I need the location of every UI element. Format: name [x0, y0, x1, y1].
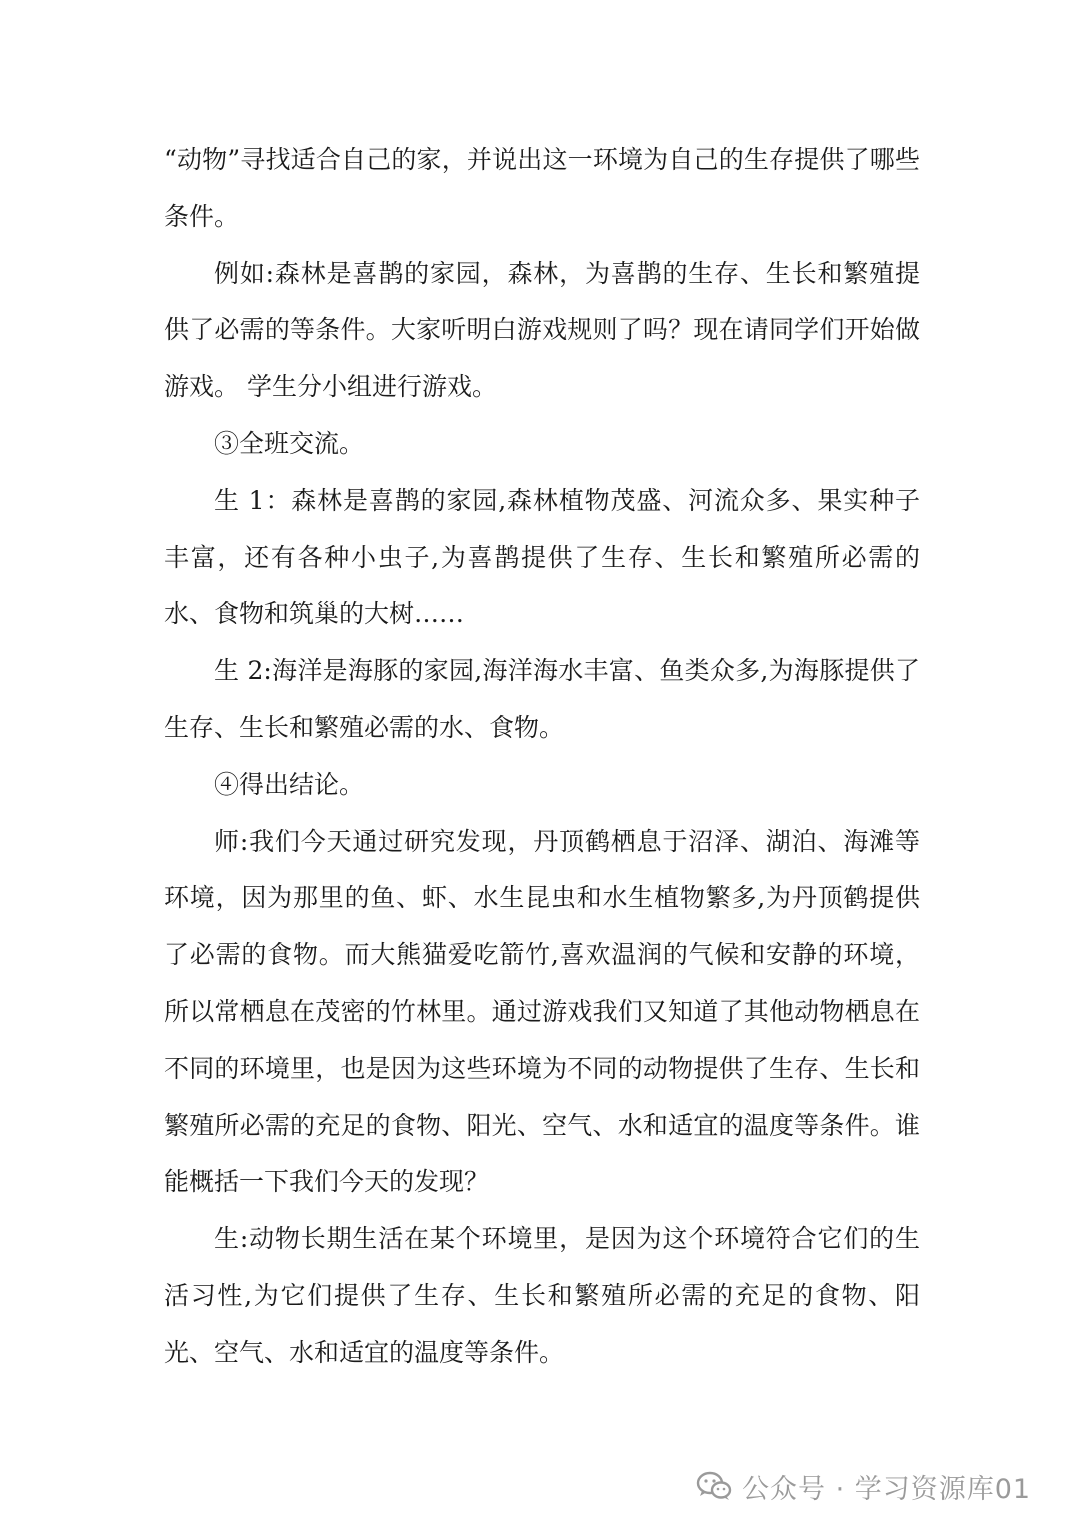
- watermark: [696, 1462, 1031, 1510]
- paragraph-3: ③全班交流。: [214, 428, 365, 458]
- paragraph-4: 生 1：森林是喜鹊的家园,森林植物茂盛、河流众多、果实种子丰富，还有各种小虫子,为喜鹊提供了生存、生长和繁殖所必需的水、食物和筑巢的大树……: [164, 485, 920, 629]
- paragraph-6: ④得出结论。: [214, 769, 365, 799]
- paragraph-2: 例如:森林是喜鹊的家园，森林，为喜鹊的生存、生长和繁殖提供了必需的等条件。大家听明白游戏规则了吗？现在请同学们开始做游戏。 学生分小组进行游戏。: [164, 258, 920, 402]
- wechat-icon: [696, 1471, 732, 1501]
- watermark-text: 公众号 · 学习资源库01: [742, 1473, 1032, 1505]
- paragraph-1: “动物”寻找适合自己的家，并说出这一环境为自己的生存提供了哪些条件。: [164, 145, 920, 231]
- document-body: [164, 132, 920, 1382]
- paragraph-5: 生 2:海洋是海豚的家园,海洋海水丰富、鱼类众多,为海豚提供了生存、生长和繁殖必需的水、食物。: [164, 656, 920, 742]
- paragraph-7: 师:我们今天通过研究发现，丹顶鹤栖息于沼泽、湖泊、海滩等环境，因为那里的鱼、虾、水生昆虫和水生植物繁多,为丹顶鹤提供了必需的食物。而大熊猫爱吃箭竹,喜欢温润的气候和安静的环境，所以常栖息在茂密的竹林里。通过游戏我们又知道了其他动物栖息在不同的环境里，也是因为这些环境为不同的动物提供了生存、生长和繁殖所必需的充足的食物、阳光、空气、水和适宜的温度等条件。谁能概括一下我们今天的发现？: [164, 826, 920, 1197]
- paragraph-8: 生:动物长期生活在某个环境里，是因为这个环境符合它们的生活习性,为它们提供了生存、生长和繁殖所必需的充足的食物、阳光、空气、水和适宜的温度等条件。: [164, 1224, 920, 1367]
